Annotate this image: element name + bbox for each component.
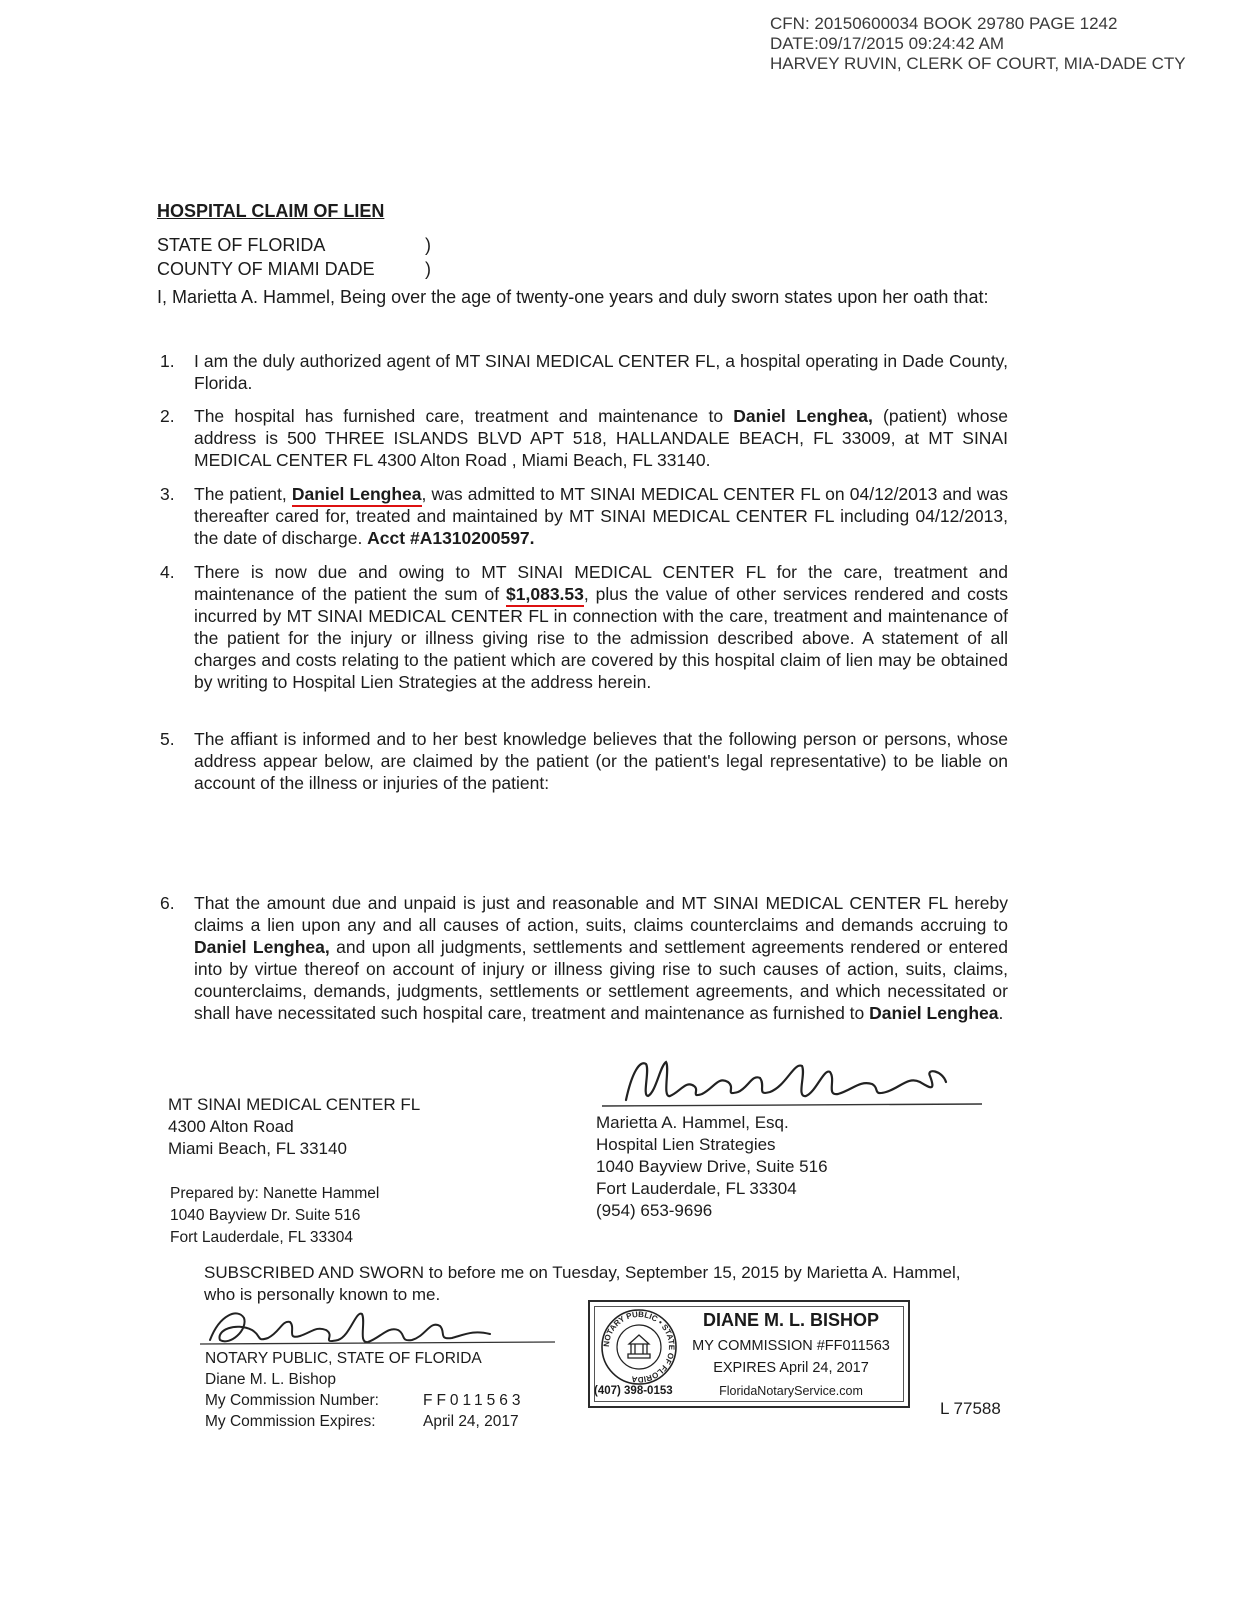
jurat-text: SUBSCRIBED AND SWORN to before me on Tuesday, September 15, 2015 by Marietta A. Hammel, who is personally known to me.	[204, 1263, 961, 1304]
patient-name: Daniel Lenghea,	[194, 937, 330, 957]
venue-paren: )	[425, 235, 431, 255]
hospital-street: 4300 Alton Road	[168, 1117, 294, 1136]
item-text: I am the duly authorized agent of MT SINAI MEDICAL CENTER FL, a hospital operating in Dade County, Florida.	[194, 351, 1008, 393]
commission-number-row	[205, 1390, 525, 1411]
notary-name: Diane M. L. Bishop	[205, 1371, 336, 1388]
venue-county: COUNTY OF MIAMI DADE	[157, 259, 375, 279]
claim-item-4	[160, 561, 1008, 693]
account-number: Acct #A1310200597.	[367, 528, 535, 548]
patient-name: Daniel Lenghea	[292, 484, 422, 507]
affiant-signature-image	[590, 1052, 985, 1114]
commission-number-label: My Commission Number:	[205, 1392, 379, 1409]
seal-commission: MY COMMISSION #FF011563	[692, 1338, 890, 1354]
document-code: L 77588	[940, 1399, 1001, 1418]
claim-item-1	[160, 350, 1008, 394]
affiant-city: Fort Lauderdale, FL 33304	[596, 1179, 797, 1198]
prepared-by: Prepared by: Nanette Hammel	[170, 1185, 380, 1202]
commission-number-value: FF011563	[423, 1392, 525, 1409]
claim-item-3	[160, 483, 1008, 549]
commission-expires-row	[205, 1411, 525, 1432]
commission-expires-value: April 24, 2017	[423, 1413, 519, 1430]
claim-item-5	[160, 728, 1008, 794]
document-title: HOSPITAL CLAIM OF LIEN	[157, 201, 385, 221]
claim-item-2	[160, 405, 1008, 471]
item-text: The patient, Daniel Lenghea, was admitted to MT SINAI MEDICAL CENTER FL on 04/12/2013 and was thereafter cared for, treated and maintained by MT SINAI MEDICAL CENTER FL including 04/12/2013, the date of discharge. Acct #A1310200597.	[194, 484, 1008, 548]
affiant-phone: (954) 653-9696	[596, 1201, 713, 1220]
venue-block	[157, 233, 431, 281]
item-number: 1.	[160, 351, 175, 371]
claim-item-6	[160, 892, 1008, 1024]
notary-title: NOTARY PUBLIC, STATE OF FLORIDA	[205, 1350, 482, 1367]
seal-website: FloridaNotaryService.com	[719, 1384, 863, 1398]
item-number: 2.	[160, 406, 175, 426]
notary-block	[205, 1348, 525, 1432]
patient-name: Daniel Lenghea	[869, 1003, 999, 1023]
item-number: 4.	[160, 562, 175, 582]
affiant-name: Marietta A. Hammel, Esq.	[596, 1113, 789, 1132]
notary-seal-icon	[600, 1308, 678, 1386]
item-number: 6.	[160, 893, 175, 913]
item-text: The affiant is informed and to her best knowledge believes that the following person or persons, whose address appear below, are claimed by the patient (or the patient's legal representative) to be liable on account of the illness or injuries of the patient:	[194, 729, 1008, 793]
item-text: That the amount due and unpaid is just and reasonable and MT SINAI MEDICAL CENTER FL hereby claims a lien upon any and all causes of action, suits, claims counterclaims and demands accruing to Daniel Lenghea, and upon all judgments, settlements and settlement agreements rendered or entered into by virtue thereof on account of injury or illness giving rise to such causes of action, suits, claims, counterclaims, demands, judgments, settlements or settlement agreements, and which necessitated or shall have necessitated such hospital care, treatment and maintenance as furnished to Daniel Lenghea.	[194, 893, 1009, 1023]
prepared-city: Fort Lauderdale, FL 33304	[170, 1229, 353, 1246]
item-text: The hospital has furnished care, treatment and maintenance to Daniel Lenghea, (patient) whose address is 500 THREE ISLANDS BLVD APT 518, HALLANDALE BEACH, FL 33009, at MT SINAI MEDICAL CENTER FL 4300 Alton Road , Miami Beach, FL 33140.	[194, 406, 1009, 470]
item-number: 5.	[160, 729, 175, 749]
item-text: There is now due and owing to MT SINAI MEDICAL CENTER FL for the care, treatment and maintenance of the patient the sum of $1,083.53, plus the value of other services rendered and costs incurred by MT SINAI MEDICAL CENTER FL in connection with the care, treatment and maintenance of the patient for the injury or illness giving rise to the admission described above. A statement of all charges and costs relating to the patient which are covered by this hospital claim of lien may be obtained by writing to Hospital Lien Strategies at the address herein.	[194, 562, 1008, 692]
recording-date: DATE:09/17/2015 09:24:42 AM	[770, 34, 1005, 53]
hospital-name: MT SINAI MEDICAL CENTER FL	[168, 1095, 421, 1114]
seal-phone: (407) 398-0153	[594, 1385, 673, 1397]
affiant-street: 1040 Bayview Drive, Suite 516	[596, 1157, 828, 1176]
recording-clerk: HARVEY RUVIN, CLERK OF COURT, MIA-DADE CTY	[770, 54, 1186, 73]
patient-name: Daniel Lenghea,	[733, 406, 873, 426]
prepared-by-block	[170, 1183, 379, 1249]
item-number: 3.	[160, 484, 175, 504]
intro-paragraph: I, Marietta A. Hammel, Being over the age of twenty-one years and duly sworn states upon her oath that:	[157, 287, 989, 307]
seal-notary-name: DIANE M. L. BISHOP	[702, 1310, 879, 1330]
affiant-block	[596, 1112, 828, 1222]
commission-expires-label: My Commission Expires:	[205, 1413, 376, 1430]
recording-cfn: CFN: 20150600034 BOOK 29780 PAGE 1242	[770, 14, 1118, 33]
lien-amount: $1,083.53	[506, 584, 584, 607]
seal-expires: EXPIRES April 24, 2017	[713, 1360, 869, 1376]
hospital-address	[168, 1094, 420, 1160]
notary-stamp	[588, 1300, 910, 1408]
seal-ring-text: NOTARY PUBLIC • STATE OF FLORIDA	[601, 1309, 677, 1385]
venue-state: STATE OF FLORIDA	[157, 235, 326, 255]
prepared-street: 1040 Bayview Dr. Suite 516	[170, 1207, 361, 1224]
recording-stamp	[770, 14, 1186, 74]
affiant-firm: Hospital Lien Strategies	[596, 1135, 776, 1154]
hospital-city: Miami Beach, FL 33140	[168, 1139, 347, 1158]
venue-paren: )	[425, 259, 431, 279]
